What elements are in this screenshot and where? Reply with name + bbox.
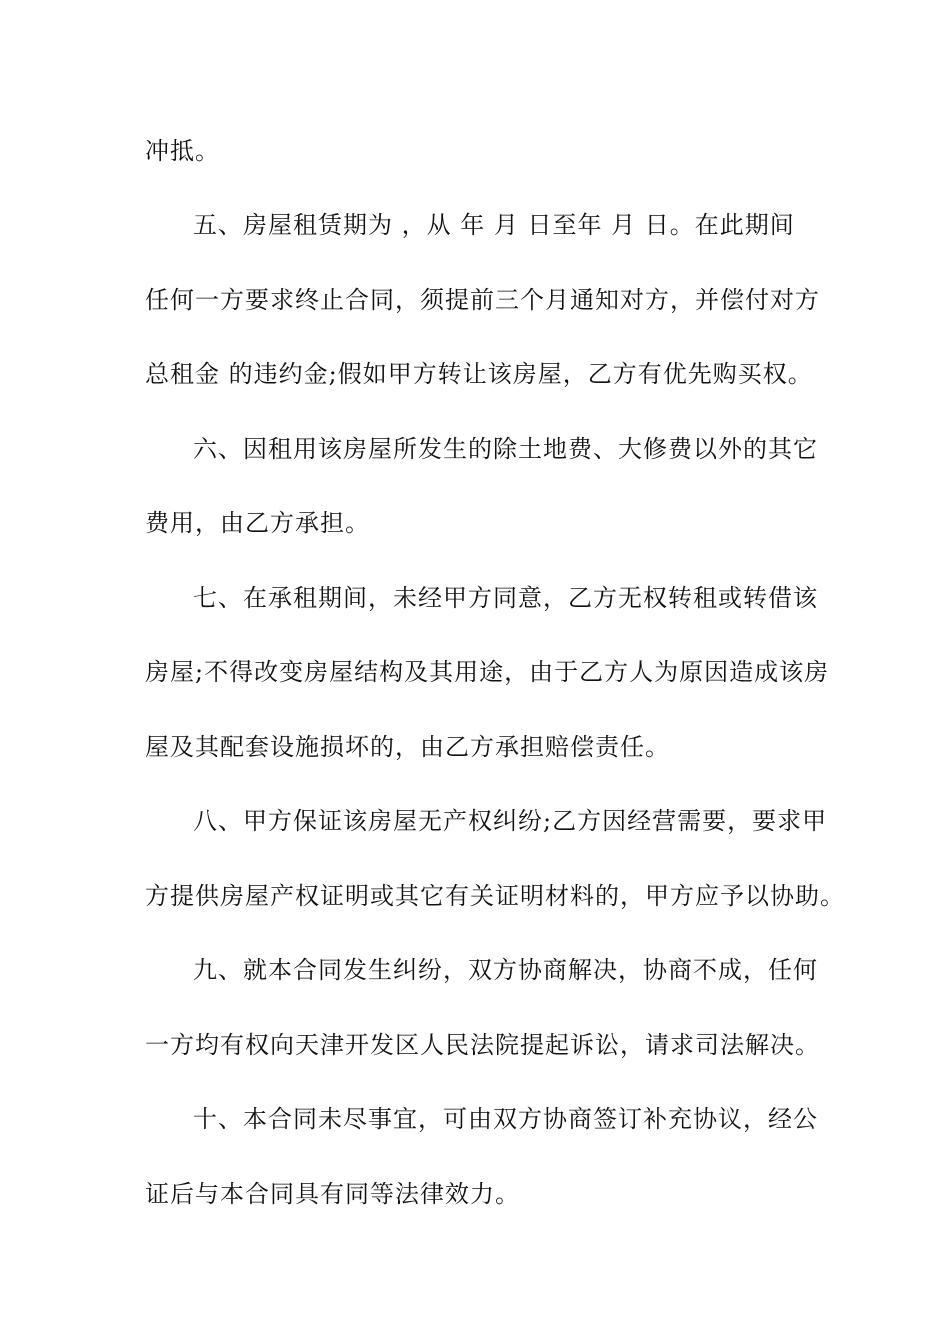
text-line: 方提供房屋产权证明或其它有关证明材料的，甲方应予以协助。 — [145, 882, 845, 910]
text-line: 冲抵。 — [145, 137, 220, 165]
text-line: 房屋;不得改变房屋结构及其用途，由于乙方人为原因造成该房 — [145, 658, 830, 686]
clause-5-line-1: 五、房屋租赁期为 ，从 年 月 日至年 月 日。在此期间 — [193, 211, 795, 239]
text-line: 证后与本合同具有同等法律效力。 — [145, 1180, 520, 1208]
clause-10-line-1: 十、本合同未尽事宜，可由双方协商签订补充协议，经公 — [193, 1105, 818, 1133]
clause-7-line-1: 七、在承租期间，未经甲方同意，乙方无权转租或转借该 — [193, 584, 818, 612]
clause-6-line-1: 六、因租用该房屋所发生的除土地费、大修费以外的其它 — [193, 435, 818, 463]
text-line: 一方均有权向天津开发区人民法院提起诉讼，请求司法解决。 — [145, 1031, 820, 1059]
clause-8-line-1: 八、甲方保证该房屋无产权纠纷;乙方因经营需要，要求甲 — [193, 807, 828, 835]
text-line: 总租金 的违约金;假如甲方转让该房屋，乙方有优先购买权。 — [145, 360, 813, 388]
text-line: 屋及其配套设施损坏的，由乙方承担赔偿责任。 — [145, 733, 670, 761]
text-line: 任何一方要求终止合同，须提前三个月通知对方，并偿付对方 — [145, 286, 820, 314]
text-line: 费用，由乙方承担。 — [145, 509, 370, 537]
clause-9-line-1: 九、就本合同发生纠纷，双方协商解决，协商不成，任何 — [193, 956, 818, 984]
